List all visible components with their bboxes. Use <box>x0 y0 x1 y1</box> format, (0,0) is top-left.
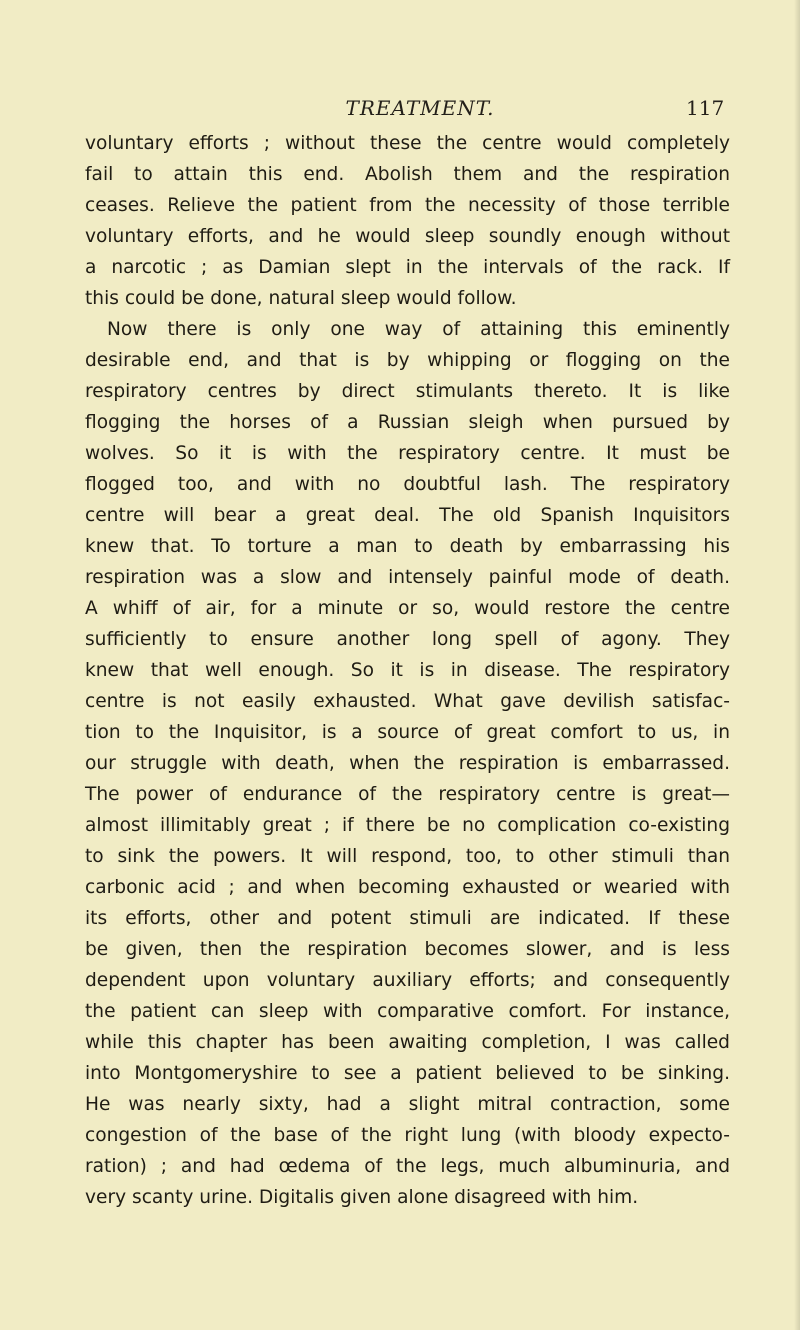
text-line: while this chapter has been awaiting completion, I was called <box>85 1032 730 1053</box>
text-line: He was nearly sixty, had a slight mitral contraction, some <box>85 1094 730 1115</box>
text-line: fail to attain this end. Abolish them and the respiration <box>85 164 730 185</box>
text-line: respiratory centres by direct stimulants thereto. It is like <box>85 381 730 402</box>
text-line: respiration was a slow and intensely painful mode of death. <box>85 567 730 588</box>
text-line: centre will bear a great deal. The old Spanish Inquisitors <box>85 505 730 526</box>
text-line: flogged too, and with no doubtful lash. The respiratory <box>85 474 730 495</box>
text-line: ration) ; and had œdema of the legs, much albuminuria, and <box>85 1156 730 1177</box>
text-line: carbonic acid ; and when becoming exhausted or wearied with <box>85 877 730 898</box>
text-line: congestion of the base of the right lung (with bloody expecto- <box>85 1125 730 1146</box>
text-line: be given, then the respiration becomes slower, and is less <box>85 939 730 960</box>
text-line: ceases. Relieve the patient from the necessity of those terrible <box>85 195 730 216</box>
text-line: Now there is only one way of attaining this eminently <box>107 319 730 340</box>
text-line: almost illimitably great ; if there be no complication co-existing <box>85 815 730 836</box>
text-line: dependent upon voluntary auxiliary efforts; and consequently <box>85 970 730 991</box>
text-line: into Montgomeryshire to see a patient believed to be sinking. <box>85 1063 730 1084</box>
text-line: our struggle with death, when the respiration is embarrassed. <box>85 753 730 774</box>
text-line: sufficiently to ensure another long spell of agony. They <box>85 629 730 650</box>
page-header <box>0 78 800 120</box>
page-number: 117 <box>686 96 725 120</box>
text-line: voluntary efforts, and he would sleep soundly enough without <box>85 226 730 247</box>
text-line: The power of endurance of the respiratory centre is great— <box>85 784 730 805</box>
text-line: very scanty urine. Digitalis given alone disagreed with him. <box>85 1187 639 1208</box>
text-line: flogging the horses of a Russian sleigh when pursued by <box>85 412 730 433</box>
text-line: A whiff of air, for a minute or so, would restore the centre <box>85 598 730 619</box>
body-text <box>85 128 730 1213</box>
text-line: this could be done, natural sleep would follow. <box>85 288 517 309</box>
text-line: wolves. So it is with the respiratory centre. It must be <box>85 443 730 464</box>
text-line: knew that well enough. So it is in disease. The respiratory <box>85 660 730 681</box>
text-line: tion to the Inquisitor, is a source of great comfort to us, in <box>85 722 730 743</box>
text-line: to sink the powers. It will respond, too, to other stimuli than <box>85 846 730 867</box>
text-line: voluntary efforts ; without these the centre would completely <box>85 133 730 154</box>
page-edge-shadow <box>794 0 800 1330</box>
text-line: knew that. To torture a man to death by embarrassing his <box>85 536 730 557</box>
text-line: centre is not easily exhausted. What gave devilish satisfac- <box>85 691 730 712</box>
text-line: its efforts, other and potent stimuli are indicated. If these <box>85 908 730 929</box>
text-line: a narcotic ; as Damian slept in the intervals of the rack. If <box>85 257 730 278</box>
text-line: the patient can sleep with comparative comfort. For instance, <box>85 1001 730 1022</box>
running-title: TREATMENT. <box>345 96 495 120</box>
text-line: desirable end, and that is by whipping or flogging on the <box>85 350 730 371</box>
